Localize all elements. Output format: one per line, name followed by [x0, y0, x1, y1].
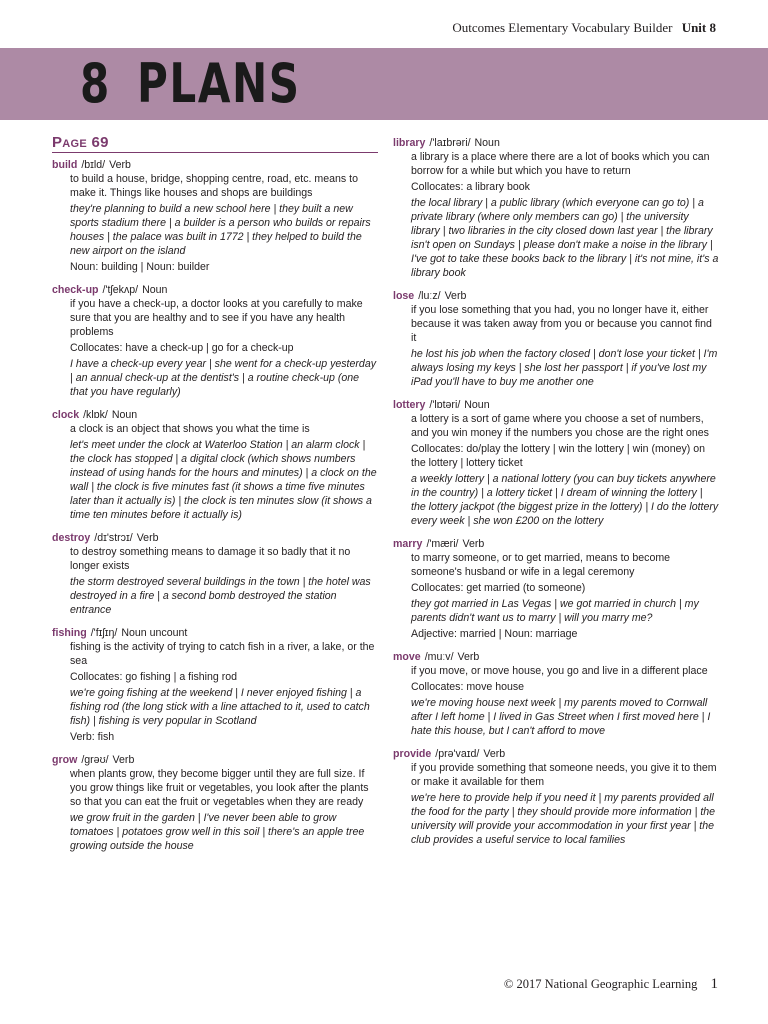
dictionary-entry [393, 650, 720, 738]
examples: a weekly lottery | a national lottery (you can buy tickets anywhere in the country) | a lottery ticket | I dream of winning the lottery | the lottery jackpot (the biggest prize in the lottery) | I do the lottery every week | she won £200 on the lottery [411, 473, 719, 527]
entry-body [411, 303, 720, 389]
definition: when plants grow, they become bigger until they are full size. If you grow things like fruit or vegetables, you look after the plants so that you can eat the fruit or vegetables when they are ready [70, 768, 369, 808]
entry-body [70, 767, 378, 853]
definition: to destroy something means to damage it so badly that it no longer exists [70, 546, 351, 572]
headword: check-up [52, 284, 99, 296]
headword: lottery [393, 399, 426, 411]
pronunciation: /'mæri/ [426, 538, 459, 550]
headword: library [393, 137, 426, 149]
entry-body [411, 664, 720, 738]
entry-headline [393, 537, 720, 551]
entry-headline [52, 753, 378, 767]
examples: let's meet under the clock at Waterloo Station | an alarm clock | the clock has stopped | a digital clock (which shows numbers instead of using hands for the hours and minutes) | a clock on the wall | the clock is five minutes fast (it shows a time five minutes later than it actually is) | the clock is ten minutes slow (it shows a time ten minutes before it actually is) [70, 439, 377, 521]
pronunciation: /dɪ'strɔɪ/ [94, 532, 133, 544]
entry-headline [393, 650, 720, 664]
dictionary-entry [52, 408, 378, 522]
dictionary-entry [52, 531, 378, 617]
entry-headline [52, 158, 378, 172]
entry-body [70, 545, 378, 617]
examples: I have a check-up every year | she went for a check-up yesterday | an annual check-up at the dentist's | a routine check-up (one that you have regularly) [70, 358, 377, 398]
definition: to build a house, bridge, shopping centre, road, etc. means to make it. Things like houses and shops are buildings [70, 173, 358, 199]
pronunciation: /luːz/ [418, 290, 441, 302]
dictionary-entry [52, 283, 378, 399]
right-entry-list [393, 136, 720, 847]
dictionary-entry [393, 398, 720, 528]
pronunciation: /grəʊ/ [81, 754, 109, 766]
collocates: Collocates: get married (to someone) [411, 582, 586, 594]
left-entry-list [52, 158, 378, 853]
page-footer [504, 976, 718, 993]
examples: he lost his job when the factory closed | don't lose your ticket | I'm always losing my keys | she lost her passport | if you've lost my iPad you'll have to buy me another one [411, 348, 718, 388]
headword: build [52, 159, 78, 171]
entry-headline [393, 136, 720, 150]
headword: provide [393, 748, 432, 760]
word-forms: Adjective: married | Noun: marriage [411, 628, 578, 640]
page-number: 1 [710, 976, 718, 992]
entry-headline [393, 747, 720, 761]
definition: if you provide something that someone needs, you give it to them or make it available for them [411, 762, 717, 788]
entry-headline [52, 531, 378, 545]
unit-banner [0, 48, 768, 120]
definition: a lottery is a sort of game where you choose a set of numbers, and you win money if the numbers you chose are the right ones [411, 413, 709, 439]
examples: we're moving house next week | my parents moved to Cornwall after I left home | I lived in Gas Street when I first moved here | I hate this house, but I can't afford to move [411, 697, 711, 737]
definition: if you move, or move house, you go and live in a different place [411, 665, 708, 677]
entry-headline [393, 289, 720, 303]
definition: if you lose something that you had, you no longer have it, either because it was taken away from you or because you cannot find it [411, 304, 712, 344]
word-forms: Verb: fish [70, 731, 115, 743]
collocates: Collocates: a library book [411, 181, 530, 193]
collocates: Collocates: do/play the lottery | win the lottery | win (money) on the lottery | lottery ticket [411, 443, 706, 469]
part-of-speech: Noun uncount [121, 627, 188, 639]
entry-body [411, 551, 720, 641]
headword: lose [393, 290, 415, 302]
book-title: Outcomes Elementary Vocabulary Builder [452, 20, 673, 35]
unit-label: Unit 8 [681, 20, 716, 35]
unit-number: 8 [80, 52, 110, 115]
headword: marry [393, 538, 423, 550]
entry-body [70, 297, 378, 399]
definition: to marry someone, or to get married, means to become someone's husband or wife in a legal ceremony [411, 552, 671, 578]
left-column [52, 134, 378, 862]
entry-body [70, 640, 378, 744]
headword: grow [52, 754, 78, 766]
collocates: Collocates: go fishing | a fishing rod [70, 671, 238, 683]
part-of-speech: Noun [474, 137, 500, 149]
entry-body [70, 422, 378, 522]
definition: if you have a check-up, a doctor looks at you carefully to make sure that you are healthy and to see if you have any health problems [70, 298, 363, 338]
dictionary-entry [393, 136, 720, 280]
examples: we're here to provide help if you need it | my parents provided all the food for the party | they should provide more information | the university will provide your accommodation in your first year | the club provides a useful service to local families [411, 792, 716, 846]
part-of-speech: Verb [483, 748, 506, 760]
unit-title: PLANS [137, 52, 301, 115]
definition: fishing is the activity of trying to catch fish in a river, a lake, or the sea [70, 641, 375, 667]
dictionary-entry [393, 289, 720, 389]
part-of-speech: Noun [111, 409, 138, 421]
dictionary-entry [52, 626, 378, 744]
examples: we grow fruit in the garden | I've never been able to grow tomatoes | potatoes grow well in this soil | there's an apple tree growing outside the house [70, 812, 365, 852]
part-of-speech: Verb [109, 159, 131, 171]
definition: a library is a place where there are a lot of books which you can borrow for a while but which you have to return [411, 151, 710, 177]
part-of-speech: Verb [136, 532, 159, 544]
examples: they're planning to build a new school here | they built a new sports stadium there | a builder is a person who builds or repairs houses | the palace was built in 1772 | they helped to build the new airport on the island [70, 203, 371, 257]
pronunciation: /klɒk/ [83, 409, 108, 421]
pronunciation: /'tʃekʌp/ [102, 284, 139, 296]
examples: we're going fishing at the weekend | I never enjoyed fishing | a fishing rod (the long stick with a line attached to it, used to catch fish) | fishing is very popular in Scotland [70, 687, 370, 727]
dictionary-entry [393, 537, 720, 641]
part-of-speech: Verb [462, 538, 485, 550]
entry-headline [52, 283, 378, 297]
pronunciation: /'laɪbrəri/ [429, 137, 471, 149]
entry-body [70, 172, 378, 274]
headword: clock [52, 409, 80, 421]
pronunciation: /'lɒtəri/ [429, 399, 461, 411]
examples: the storm destroyed several buildings in the town | the hotel was destroyed in a fire | a second bomb destroyed the station entrance [70, 576, 371, 616]
entry-body [411, 761, 720, 847]
headword: fishing [52, 627, 87, 639]
running-head [452, 20, 716, 36]
dictionary-entry [52, 158, 378, 274]
entry-headline [52, 626, 378, 640]
dictionary-entry [393, 747, 720, 847]
definition: a clock is an object that shows you what the time is [70, 423, 310, 435]
entry-body [411, 150, 720, 280]
entry-headline [393, 398, 720, 412]
page-label: Page 69 [52, 134, 378, 153]
part-of-speech: Noun [142, 284, 168, 296]
pronunciation: /bɪld/ [81, 159, 106, 171]
pronunciation: /muːv/ [424, 651, 454, 663]
entry-body [411, 412, 720, 528]
dictionary-entry [52, 753, 378, 853]
part-of-speech: Verb [444, 290, 467, 302]
examples: they got married in Las Vegas | we got married in church | my parents didn't want us to marry | will you marry me? [411, 598, 699, 624]
collocates: Collocates: have a check-up | go for a check-up [70, 342, 294, 354]
copyright: © 2017 National Geographic Learning [503, 977, 698, 991]
entry-headline [52, 408, 378, 422]
headword: move [393, 651, 421, 663]
examples: the local library | a public library (which everyone can go to) | a private library (where only members can go) | the university library | two libraries in the city closed down last year | the library isn't open on Sundays | please don't make a noise in the library | I've got to take these books back to the library | it's not mine, it's a library book [411, 197, 719, 279]
collocates: Collocates: move house [411, 681, 525, 693]
part-of-speech: Verb [112, 754, 135, 766]
part-of-speech: Noun [464, 399, 490, 411]
headword: destroy [52, 532, 91, 544]
part-of-speech: Verb [457, 651, 480, 663]
pronunciation: /prə'vaɪd/ [435, 748, 480, 760]
pronunciation: /'fɪʃɪŋ/ [90, 627, 118, 639]
word-forms: Noun: building | Noun: builder [70, 261, 210, 273]
right-column [393, 136, 720, 856]
